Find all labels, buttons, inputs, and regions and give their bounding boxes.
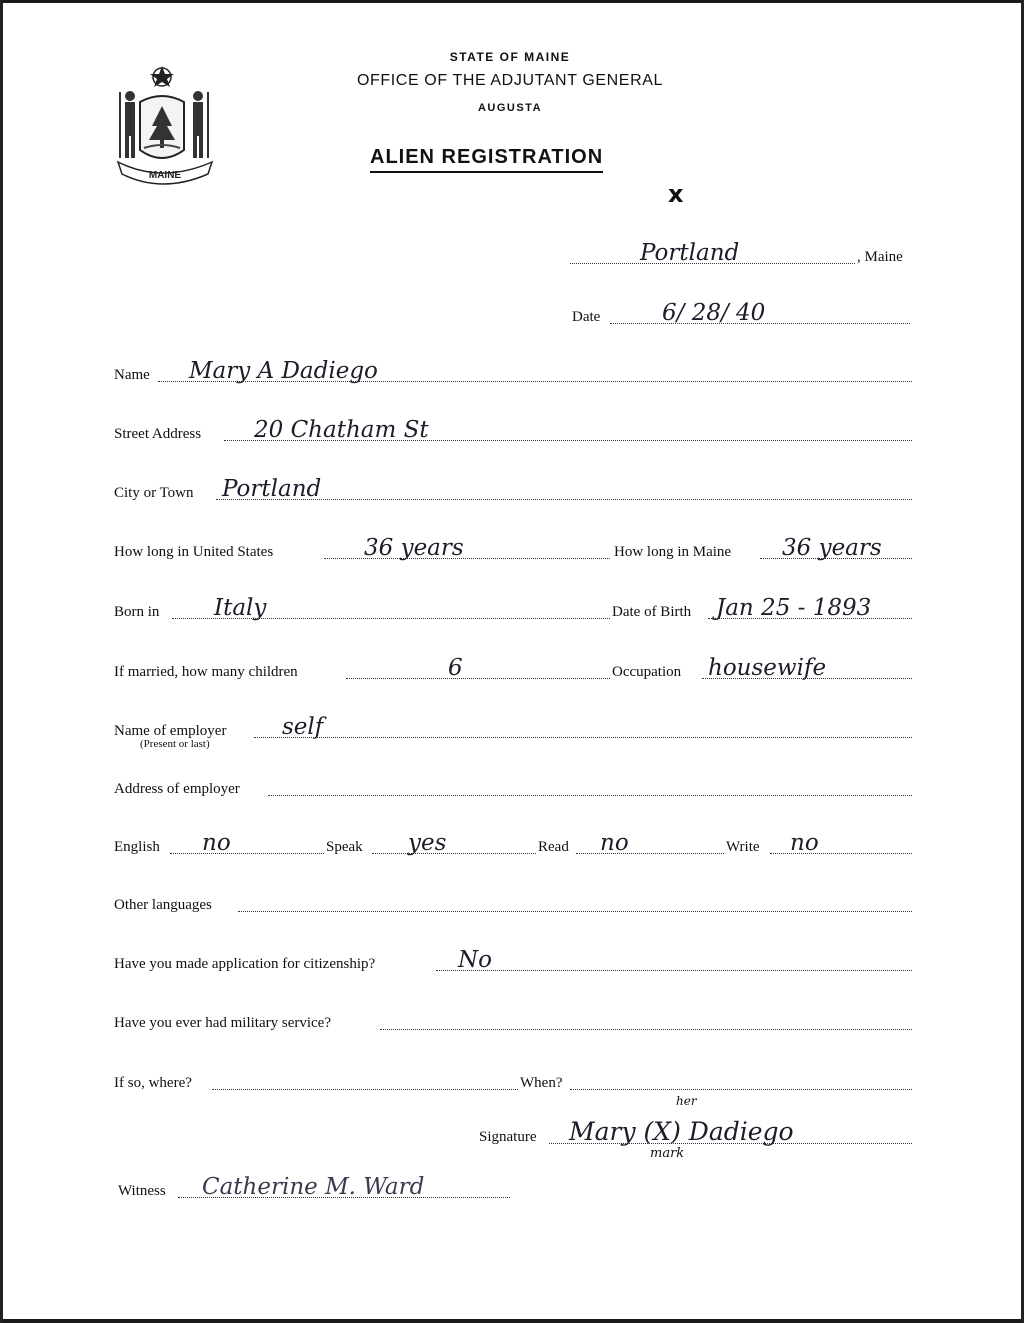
- employer-row: [114, 712, 912, 742]
- occupation-value[interactable]: housewife: [708, 655, 827, 681]
- children-line: [346, 678, 610, 679]
- employer-address-label: Address of employer: [114, 781, 240, 797]
- employer-sublabel: (Present or last): [140, 738, 210, 750]
- place-row: [570, 238, 915, 268]
- signature-label: Signature: [479, 1129, 537, 1145]
- military-row: [114, 1004, 912, 1034]
- name-label: Name: [114, 367, 150, 383]
- city-value[interactable]: Portland: [222, 476, 322, 502]
- employer-line: [254, 737, 912, 738]
- witness-label: Witness: [118, 1183, 166, 1199]
- born-in-label: Born in: [114, 604, 160, 620]
- citizenship-label: Have you made application for citizenship?: [114, 956, 376, 972]
- header-state: STATE OF MAINE: [449, 50, 571, 64]
- military-line: [380, 1029, 912, 1030]
- us-duration-label: How long in United States: [114, 544, 274, 560]
- english-label: English: [114, 839, 160, 855]
- header-office: OFFICE OF THE ADJUTANT GENERAL: [356, 72, 664, 89]
- employer-label: Name of employer: [114, 723, 227, 739]
- scan-edge-bottom: [0, 1319, 1024, 1323]
- signature-note-mark: mark: [650, 1146, 685, 1161]
- name-row: [114, 356, 912, 386]
- street-value[interactable]: 20 Chatham St: [254, 417, 429, 443]
- employer-value[interactable]: self: [282, 714, 324, 740]
- form-title: ALIEN REGISTRATION: [370, 146, 603, 173]
- read-label: Read: [538, 839, 569, 855]
- citizenship-row: [114, 945, 912, 975]
- speak-value[interactable]: yes: [408, 830, 447, 856]
- us-duration-value[interactable]: 36 years: [364, 535, 464, 561]
- witness-value[interactable]: Catherine M. Ward: [202, 1174, 425, 1200]
- state-seal-icon: [112, 62, 218, 190]
- witness-row: [118, 1172, 512, 1202]
- street-label: Street Address: [114, 426, 202, 442]
- speak-line: [372, 853, 536, 854]
- birth-date-value[interactable]: Jan 25 - 1893: [716, 595, 872, 621]
- write-label: Write: [726, 839, 760, 855]
- when-line: [570, 1089, 912, 1090]
- signature-row: [479, 1112, 912, 1148]
- where-line: [212, 1089, 518, 1090]
- name-value[interactable]: Mary A Dadiego: [189, 358, 378, 384]
- seal-banner-text: MAINE: [148, 170, 182, 181]
- write-value[interactable]: no: [790, 830, 819, 856]
- city-label: City or Town: [114, 485, 194, 501]
- children-value[interactable]: 6: [448, 655, 463, 681]
- other-languages-label: Other languages: [114, 897, 212, 913]
- date-value[interactable]: 6/ 28/ 40: [662, 300, 766, 326]
- date-row: [572, 298, 912, 328]
- signature-value[interactable]: Mary (X) Dadiego: [569, 1117, 794, 1146]
- maine-duration-label: How long in Maine: [614, 544, 732, 560]
- scan-edge-top: [0, 0, 1024, 3]
- where-label: If so, where?: [114, 1075, 192, 1091]
- maine-duration-value[interactable]: 36 years: [782, 535, 882, 561]
- scan-edge-left: [0, 0, 3, 1323]
- military-label: Have you ever had military service?: [114, 1015, 331, 1031]
- city-row: [114, 474, 912, 504]
- citizenship-value[interactable]: No: [458, 947, 492, 973]
- duration-row: [114, 533, 912, 563]
- children-label: If married, how many children: [114, 664, 298, 680]
- citizenship-line: [436, 970, 912, 971]
- header-city: AUGUSTA: [477, 102, 543, 114]
- handwritten-x-mark: x: [668, 180, 684, 208]
- english-line: [170, 853, 324, 854]
- read-line: [576, 853, 724, 854]
- employer-address-row: [114, 770, 912, 800]
- employer-address-line: [268, 795, 912, 796]
- read-value[interactable]: no: [600, 830, 629, 856]
- place-suffix: , Maine: [857, 249, 903, 265]
- born-in-value[interactable]: Italy: [214, 595, 267, 621]
- children-row: [114, 653, 912, 683]
- place-value[interactable]: Portland: [640, 240, 740, 266]
- birth-row: [114, 593, 912, 623]
- street-row: [114, 415, 912, 445]
- when-label: When?: [520, 1075, 563, 1091]
- date-label: Date: [572, 309, 601, 325]
- language-row: [114, 828, 912, 858]
- birth-date-label: Date of Birth: [612, 604, 692, 620]
- speak-label: Speak: [326, 839, 363, 855]
- signature-note-her: her: [676, 1094, 697, 1108]
- other-languages-line: [238, 911, 912, 912]
- occupation-label: Occupation: [612, 664, 682, 680]
- other-languages-row: [114, 886, 912, 916]
- english-value[interactable]: no: [202, 830, 231, 856]
- where-when-row: [114, 1064, 912, 1094]
